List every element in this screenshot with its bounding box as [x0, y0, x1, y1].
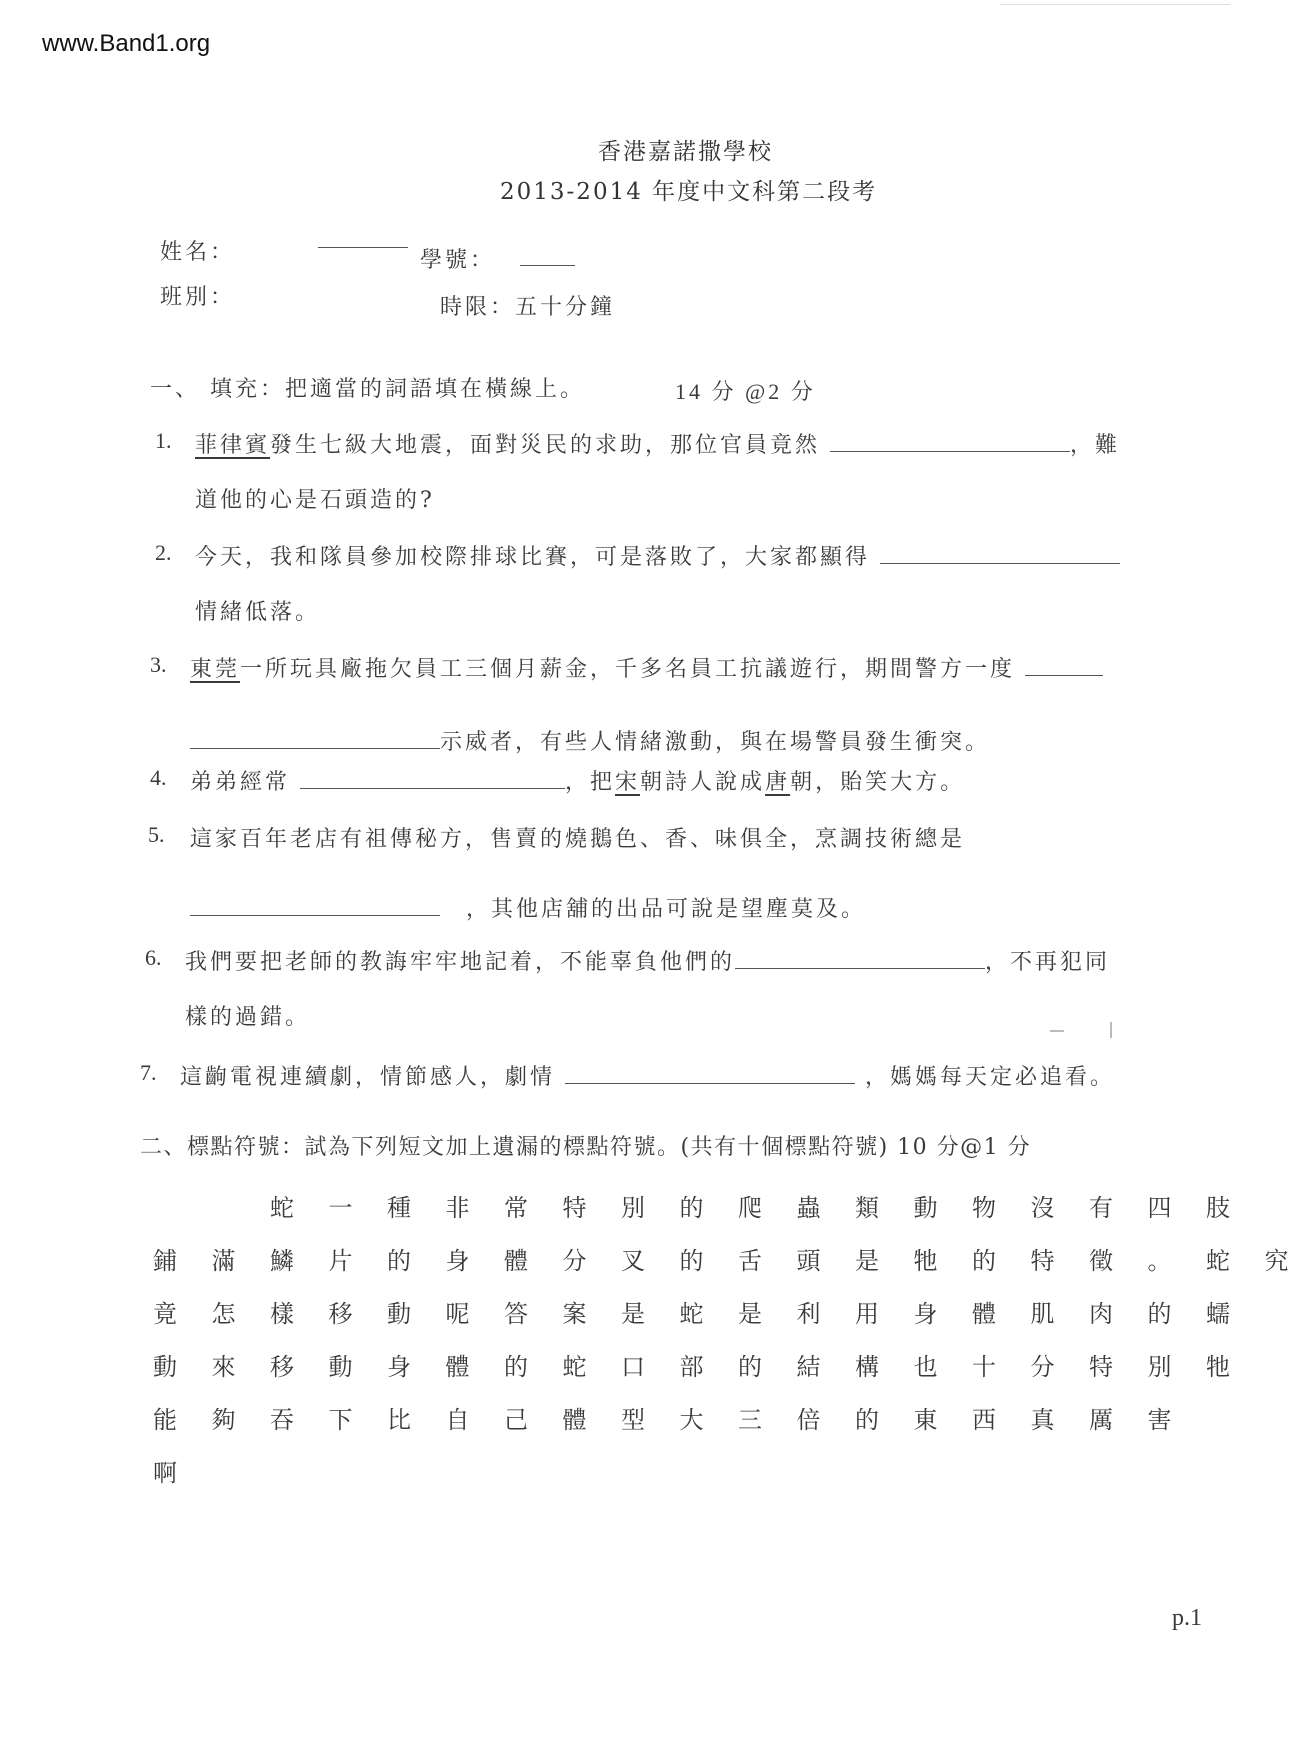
- punctuation-passage: [145, 1188, 1289, 1506]
- passage-char: 爬: [738, 1194, 762, 1222]
- q3-number: 3.: [150, 652, 167, 677]
- passage-char: 沒: [1030, 1194, 1055, 1222]
- passage-char: 身: [913, 1300, 938, 1328]
- passage-row: [145, 1400, 1195, 1453]
- q5-continuation: ，其他店舖的出品可說是望塵莫及。: [190, 892, 866, 923]
- passage-char: 己: [504, 1406, 528, 1434]
- passage-char: 是: [855, 1247, 879, 1275]
- passage-char: 體: [972, 1300, 996, 1328]
- passage-char: 物: [972, 1194, 996, 1222]
- passage-char: 蛇: [679, 1300, 704, 1328]
- passage-char: 的: [679, 1247, 704, 1275]
- passage-char: 用: [855, 1300, 879, 1328]
- q7-blank[interactable]: [565, 1063, 855, 1084]
- passage-char: 特: [562, 1194, 587, 1222]
- q1-blank[interactable]: [830, 431, 1070, 452]
- passage-char: 究: [1264, 1247, 1289, 1275]
- passage-char: 結: [796, 1353, 821, 1381]
- student-number-label: 學號：: [420, 248, 496, 273]
- passage-char: 種: [387, 1194, 411, 1222]
- section1-title: 一、 填充：把適當的詞語填在橫線上。: [150, 377, 585, 402]
- passage-char: 片: [328, 1247, 353, 1275]
- passage-char: 啊: [153, 1459, 177, 1487]
- passage-char: 三: [738, 1406, 762, 1434]
- passage-row: [145, 1347, 1230, 1400]
- passage-char: 體: [445, 1353, 470, 1381]
- passage-char: 能: [153, 1406, 177, 1434]
- passage-char: 厲: [1089, 1406, 1113, 1434]
- passage-char: 有: [1089, 1194, 1113, 1222]
- passage-char: 吞: [270, 1406, 294, 1434]
- passage-char: 西: [972, 1406, 996, 1434]
- passage-char: 鱗: [270, 1247, 294, 1275]
- passage-char: 四: [1147, 1194, 1172, 1222]
- q4-text: 弟弟經常 ，把宋朝詩人說成唐朝，貽笑大方。: [190, 770, 966, 795]
- time-limit: 時限：五十分鐘: [440, 295, 616, 320]
- passage-char: 呢: [445, 1300, 470, 1328]
- q6-text: 我們要把老師的教誨牢牢地記着，不能辜負他們的 ，不再犯同: [185, 950, 1111, 975]
- school-name: 香港嘉諾撒學校: [598, 139, 773, 165]
- q1-number: 1.: [155, 428, 172, 453]
- section2-title: 二、標點符號：試為下列短文加上遺漏的標點符號。(共有十個標點符號) 10 分@1 分: [140, 1135, 1032, 1160]
- passage-char: 叉: [621, 1247, 645, 1275]
- passage-char: 也: [913, 1353, 938, 1381]
- passage-char: 移: [328, 1300, 353, 1328]
- passage-char: 徵: [1089, 1247, 1113, 1275]
- passage-char: 移: [270, 1353, 294, 1381]
- passage-char: 分: [562, 1247, 587, 1275]
- passage-char: 蠕: [1206, 1300, 1230, 1328]
- q6-number: 6.: [145, 945, 162, 970]
- passage-char: 答: [504, 1300, 528, 1328]
- passage-char: 動: [387, 1300, 411, 1328]
- passage-char: 的: [387, 1247, 411, 1275]
- q3-blank-line2[interactable]: [190, 728, 440, 749]
- q3-continuation: 示威者，有些人情緒激動，與在場警員發生衝突。: [190, 725, 990, 756]
- passage-char: 案: [562, 1300, 587, 1328]
- q3-blank[interactable]: [1025, 655, 1103, 676]
- passage-char: 動: [328, 1353, 353, 1381]
- q3-text: 東莞一所玩具廠拖欠員工三個月薪金，千多名員工抗議遊行，期間警方一度: [190, 652, 1103, 683]
- passage-char: 分: [1030, 1353, 1055, 1381]
- passage-char: 的: [855, 1406, 879, 1434]
- passage-char: 的: [504, 1353, 528, 1381]
- passage-char: 類: [855, 1194, 879, 1222]
- passage-char: 牠: [1206, 1353, 1230, 1381]
- passage-char: 體: [562, 1406, 587, 1434]
- passage-char: 特: [1089, 1353, 1113, 1381]
- passage-char: 下: [328, 1406, 353, 1434]
- passage-char: 夠: [211, 1406, 236, 1434]
- passage-char: 肌: [1030, 1300, 1055, 1328]
- passage-char: 型: [621, 1406, 645, 1434]
- passage-char: 蟲: [796, 1194, 821, 1222]
- scan-edge: [1000, 4, 1230, 5]
- passage-row: [145, 1241, 1289, 1294]
- q1-continuation: 道他的心是石頭造的?: [195, 488, 435, 513]
- q5-blank[interactable]: [190, 895, 440, 916]
- q6-blank[interactable]: [735, 948, 985, 969]
- q2-continuation: 情緒低落。: [195, 600, 321, 625]
- passage-char: 非: [445, 1194, 470, 1222]
- passage-char: 樣: [270, 1300, 294, 1328]
- passage-char: 的: [738, 1353, 762, 1381]
- passage-char: 倍: [796, 1406, 821, 1434]
- site-watermark[interactable]: www.Band1.org: [42, 30, 211, 57]
- passage-char: 構: [855, 1353, 879, 1381]
- passage-char: 動: [153, 1353, 177, 1381]
- scan-mark: [1050, 1030, 1064, 1032]
- q4-number: 4.: [150, 765, 167, 790]
- section1-score: 14 分 @2 分: [675, 379, 816, 404]
- passage-char: 特: [1030, 1247, 1055, 1275]
- passage-char: 來: [211, 1353, 236, 1381]
- q2-number: 2.: [155, 540, 172, 565]
- passage-char: 大: [679, 1406, 704, 1434]
- passage-char: 是: [621, 1300, 645, 1328]
- q5-text: 這家百年老店有祖傳秘方，售賣的燒鵝色、香、味俱全，烹調技術總是: [190, 827, 966, 852]
- q2-text: 今天，我和隊員參加校際排球比賽，可是落敗了，大家都顯得: [195, 540, 1120, 571]
- passage-char: 動: [913, 1194, 938, 1222]
- passage-char: 利: [796, 1300, 821, 1328]
- passage-char: 的: [1147, 1300, 1172, 1328]
- passage-char: 別: [1147, 1353, 1172, 1381]
- passage-char: 肢: [1206, 1194, 1230, 1222]
- exam-title: 2013-2014 年度中文科第二段考: [500, 179, 878, 205]
- student-number-field[interactable]: [520, 265, 575, 266]
- q7-text: 這齣電視連續劇，情節感人，劇情 ，媽媽每天定必追看。: [180, 1065, 1116, 1090]
- page-number: p.1: [1172, 1605, 1202, 1631]
- passage-char: 竟: [153, 1300, 177, 1328]
- q4-blank[interactable]: [300, 768, 565, 789]
- passage-char: 蛇: [270, 1194, 294, 1222]
- passage-char: 真: [1030, 1406, 1055, 1434]
- passage-char: 自: [445, 1406, 470, 1434]
- passage-row: [145, 1294, 1230, 1347]
- passage-char: 比: [387, 1406, 411, 1434]
- passage-char: 東: [913, 1406, 938, 1434]
- passage-char: 十: [972, 1353, 996, 1381]
- passage-char: 口: [621, 1353, 645, 1381]
- q7-number: 7.: [140, 1060, 157, 1085]
- passage-char: 滿: [211, 1247, 236, 1275]
- passage-row: [145, 1453, 1195, 1506]
- passage-char: 鋪: [153, 1247, 177, 1275]
- passage-char: 舌: [738, 1247, 762, 1275]
- passage-char: 害: [1147, 1406, 1172, 1434]
- passage-char: 體: [504, 1247, 528, 1275]
- passage-char: 怎: [211, 1300, 236, 1328]
- passage-row: [145, 1188, 1230, 1241]
- q6-continuation: 樣的過錯。: [185, 1005, 311, 1030]
- passage-char: 。: [1147, 1247, 1172, 1275]
- scan-mark: [1110, 1022, 1112, 1038]
- passage-char: 常: [504, 1194, 528, 1222]
- passage-char: 身: [387, 1353, 411, 1381]
- passage-char: 的: [972, 1247, 996, 1275]
- passage-char: 一: [328, 1194, 353, 1222]
- passage-char: 肉: [1089, 1300, 1113, 1328]
- q1-text: 菲律賓發生七級大地震，面對災民的求助，那位官員竟然 ，難: [195, 433, 1121, 458]
- passage-char: 身: [445, 1247, 470, 1275]
- q5-number: 5.: [148, 822, 165, 847]
- passage-char: 頭: [796, 1247, 821, 1275]
- passage-char: 是: [738, 1300, 762, 1328]
- name-label: 姓名：: [160, 240, 236, 265]
- passage-char: 蛇: [562, 1353, 587, 1381]
- passage-char: 部: [679, 1353, 704, 1381]
- passage-char: 蛇: [1206, 1247, 1230, 1275]
- class-label: 班別：: [160, 285, 236, 310]
- q2-blank[interactable]: [880, 543, 1120, 564]
- passage-char: 牠: [913, 1247, 938, 1275]
- passage-char: 的: [679, 1194, 704, 1222]
- passage-char: 別: [621, 1194, 645, 1222]
- name-field[interactable]: [318, 247, 408, 248]
